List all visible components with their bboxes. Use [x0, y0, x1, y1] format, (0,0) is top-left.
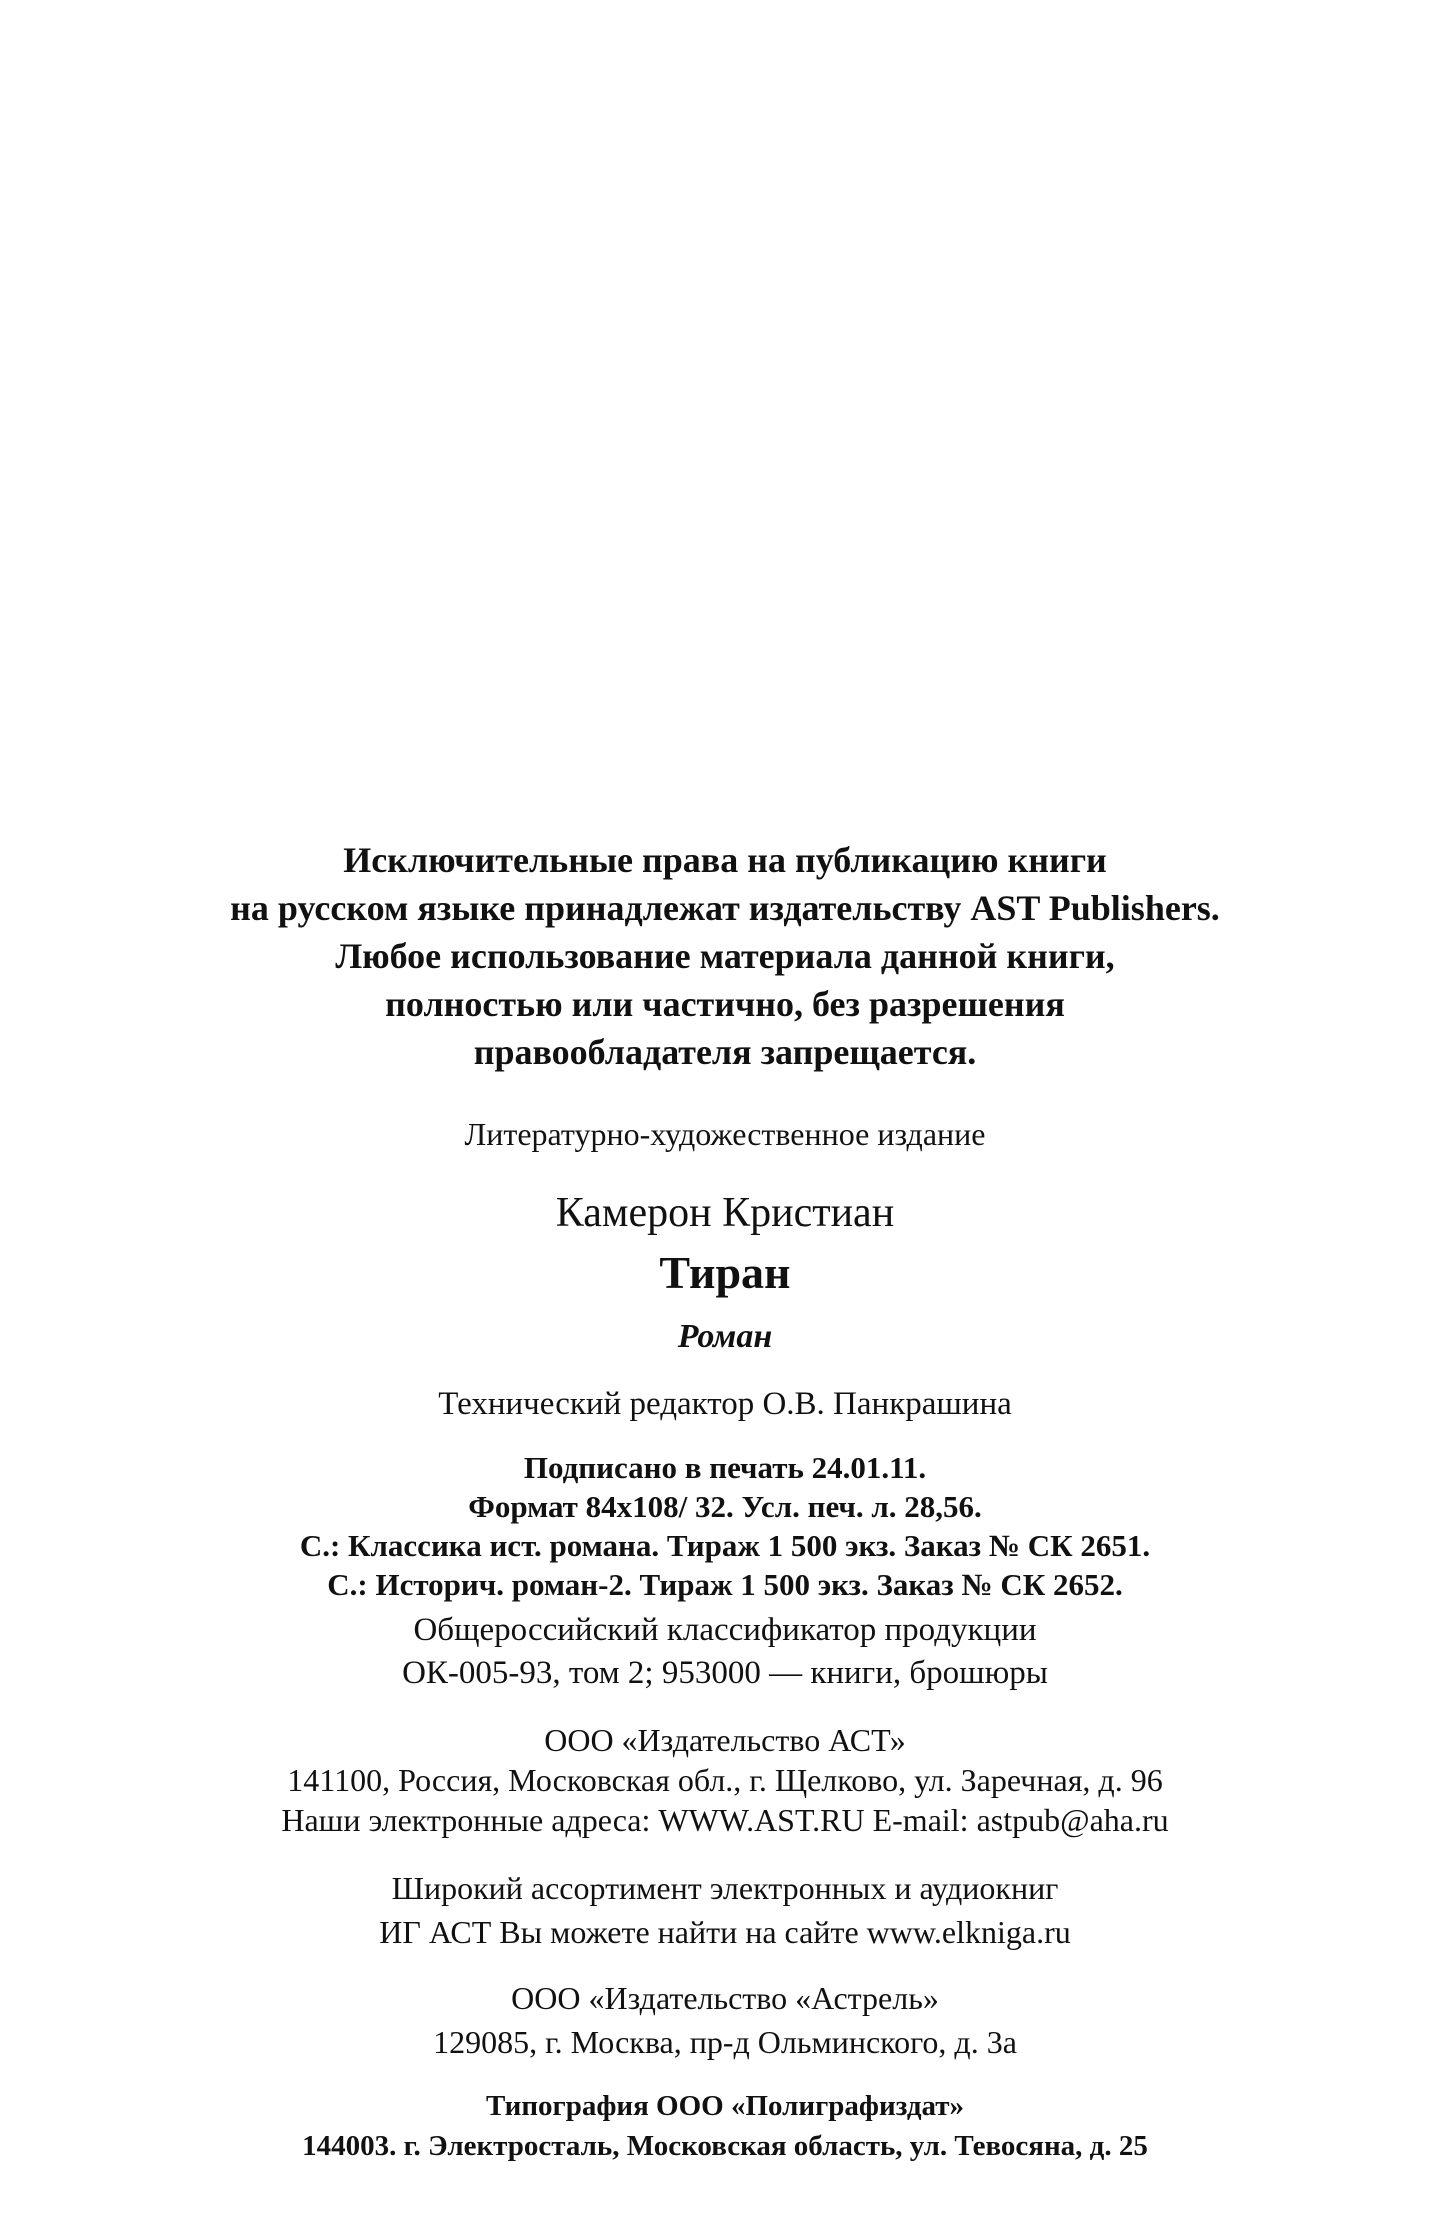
copyright-notice-line: на русском языке принадлежат издательству AST Publishers. — [230, 888, 1220, 928]
publisher-name: ООО «Издательство АСТ» — [544, 1722, 906, 1758]
astrel-name: ООО «Издательство «Астрель» — [511, 1980, 939, 2016]
ebooks-line: Широкий ассортимент электронных и аудиокниг — [391, 1870, 1059, 1906]
print-info-line: С.: Классика ист. романа. Тираж 1 500 экз. Заказ № СК 2651. — [299, 1528, 1151, 1563]
classifier-line: Общероссийский классификатор продукции — [413, 1612, 1037, 1648]
book-genre: Роман — [677, 1318, 773, 1355]
copyright-notice-line: полностью или частично, без разрешения — [385, 984, 1065, 1024]
publisher-address: 141100, Россия, Московская обл., г. Щелково, ул. Заречная, д. 96 — [287, 1762, 1163, 1798]
ebooks-line: ИГ АСТ Вы можете найти на сайте www.elkniga.ru — [379, 1914, 1071, 1950]
printing-house-name: Типография ООО «Полиграфиздат» — [486, 2090, 964, 2122]
print-info-line: Формат 84x108/ 32. Усл. печ. л. 28,56. — [468, 1489, 982, 1524]
copyright-notice-line: Любое использование материала данной книги, — [335, 936, 1115, 976]
classifier-line: ОК-005-93, том 2; 953000 — книги, брошюры — [402, 1655, 1048, 1691]
book-title: Тиран — [659, 1247, 791, 1298]
astrel-address: 129085, г. Москва, пр-д Ольминского, д. 3а — [433, 2024, 1017, 2060]
print-info-line: Подписано в печать 24.01.11. — [523, 1450, 927, 1485]
edition-type: Литературно-художественное издание — [464, 1116, 986, 1152]
copyright-notice-line: Исключительные права на публикацию книги — [343, 840, 1107, 880]
author-name: Камерон Кристиан — [555, 1190, 895, 1236]
printing-house-address: 144003. г. Электросталь, Московская область, ул. Тевосяна, д. 25 — [302, 2130, 1148, 2162]
print-info-line: С.: Историч. роман-2. Тираж 1 500 экз. Заказ № СК 2652. — [327, 1567, 1123, 1602]
copyright-notice-line: правообладателя запрещается. — [473, 1032, 977, 1072]
publisher-contacts: Наши электронные адреса: WWW.AST.RU E-mail: astpub@aha.ru — [281, 1802, 1169, 1838]
technical-editor: Технический редактор О.В. Панкрашина — [438, 1386, 1012, 1422]
